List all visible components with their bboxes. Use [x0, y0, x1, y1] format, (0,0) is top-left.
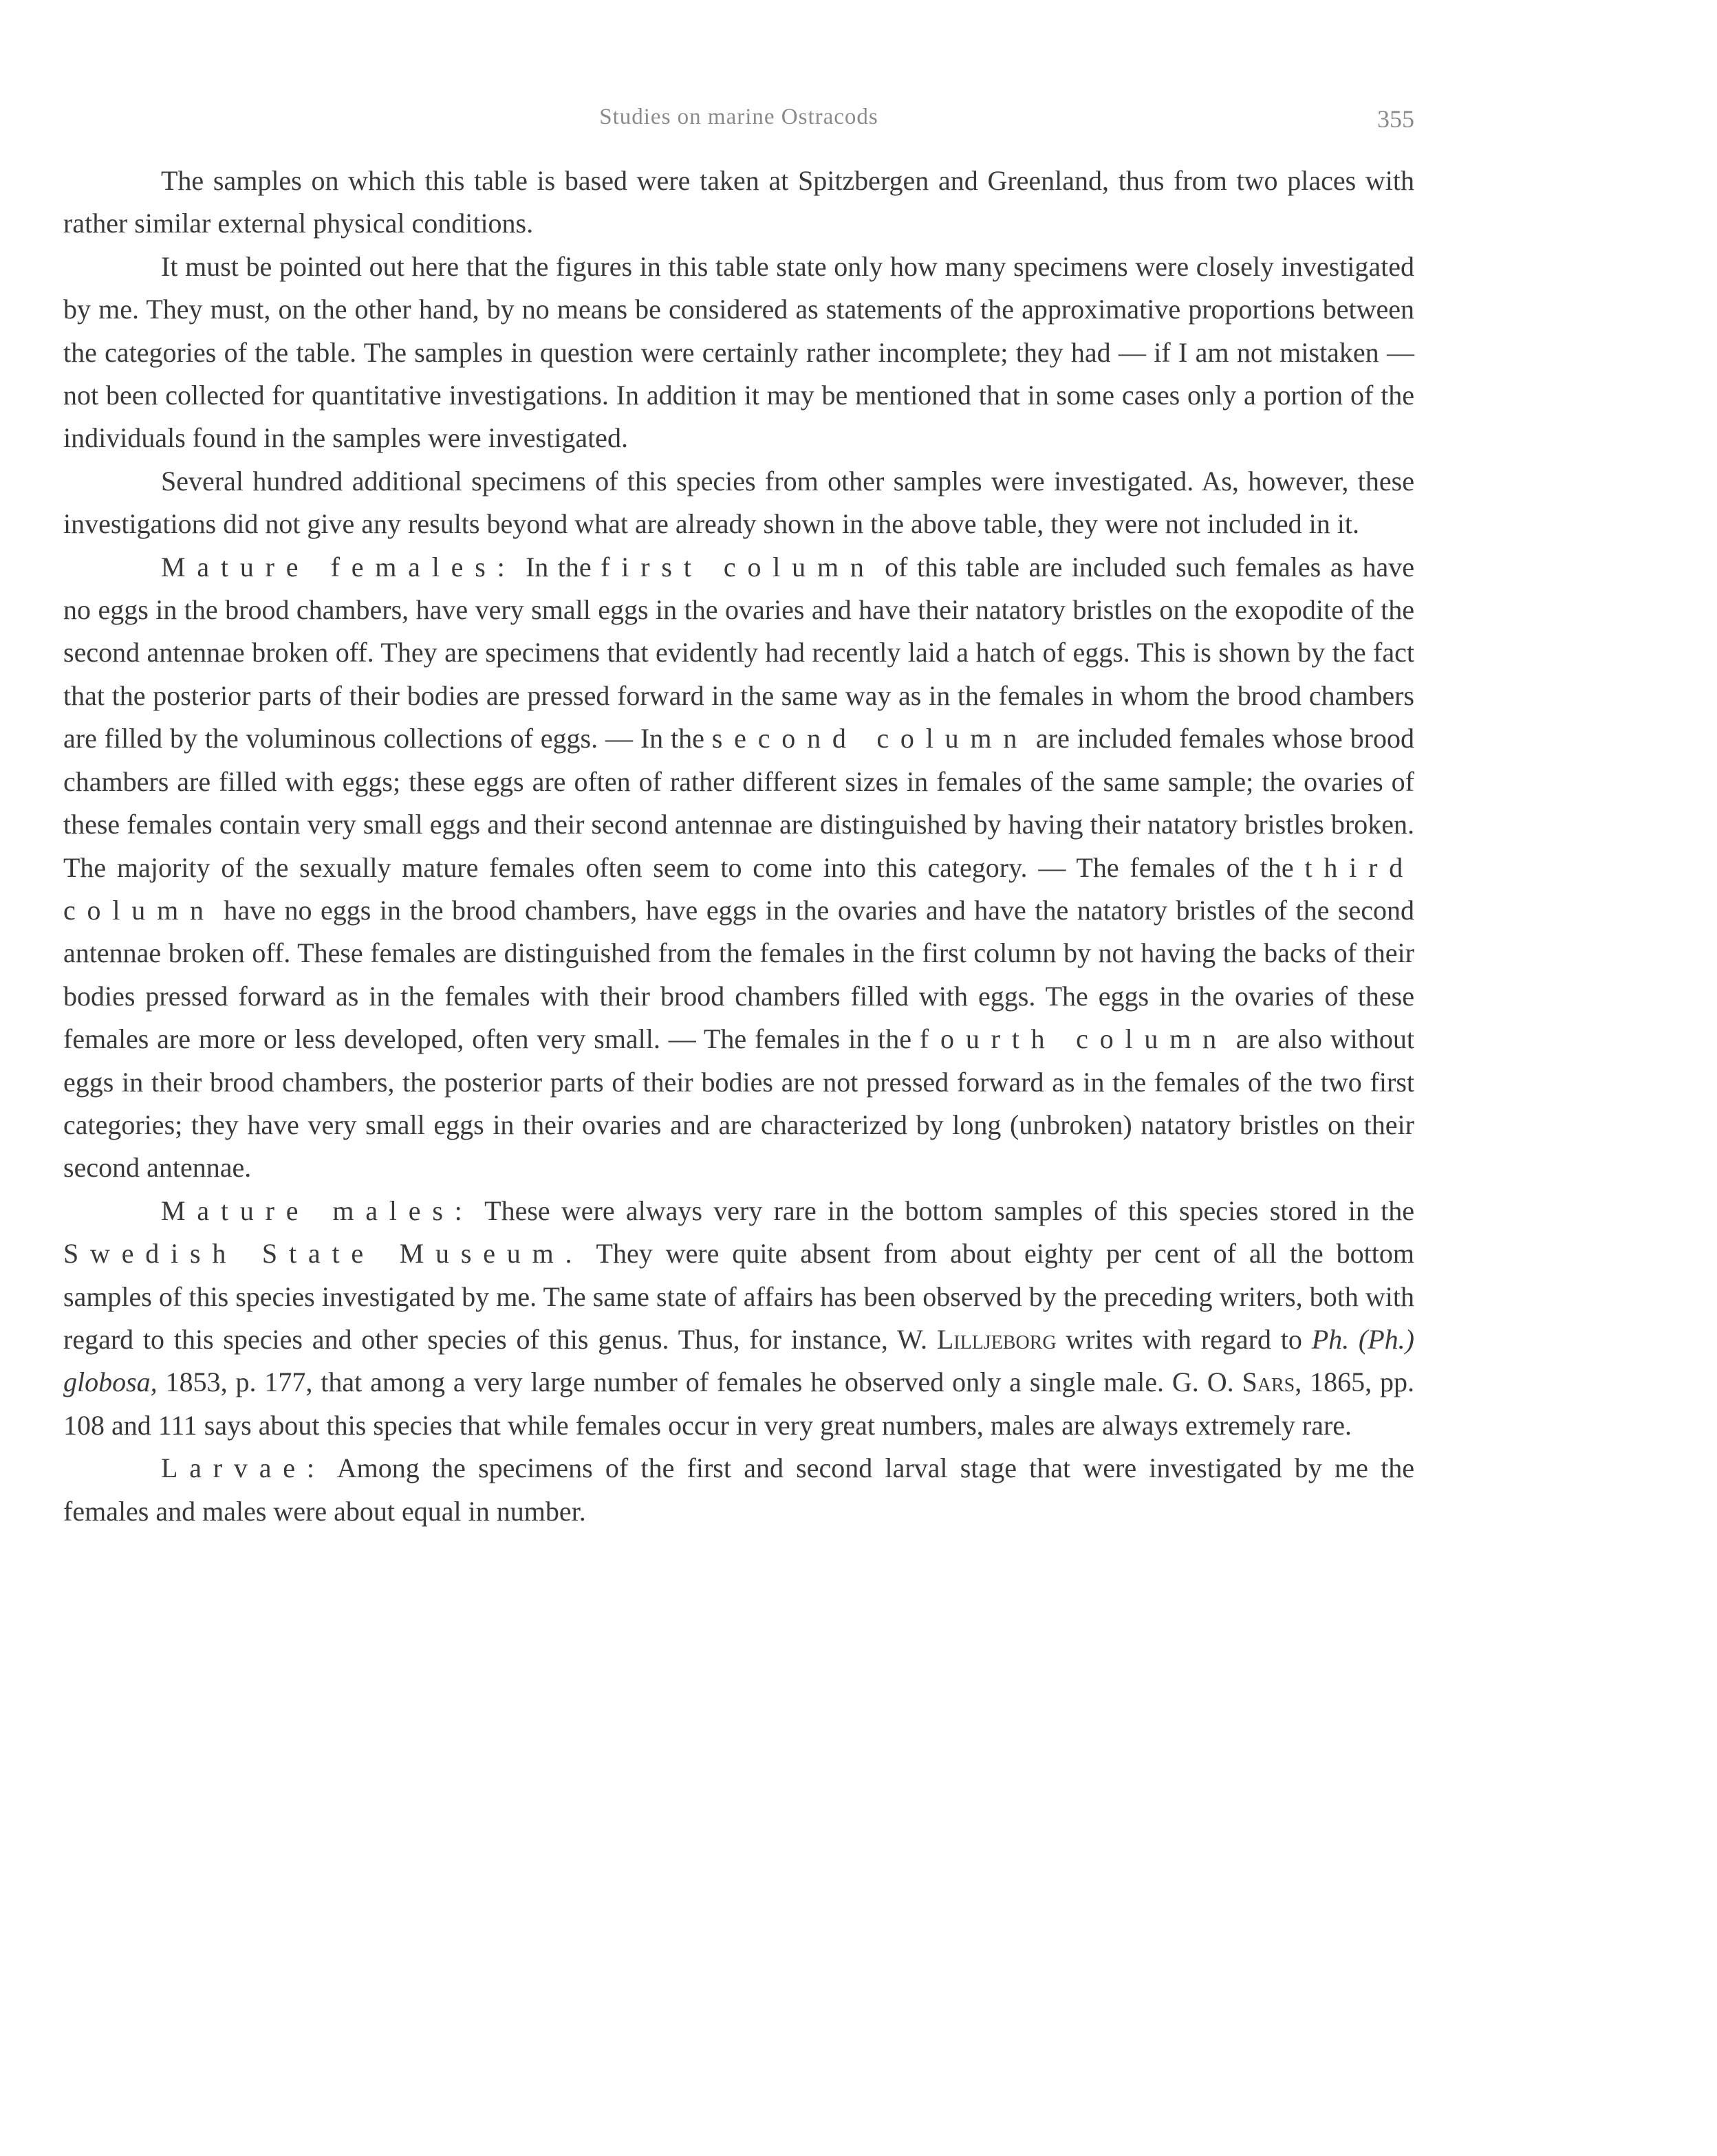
author-sars: Sars — [1242, 1366, 1295, 1398]
paragraph-mature-females — [63, 546, 1414, 1190]
body-text — [63, 160, 1414, 1533]
emphasis-first-column: first column — [601, 551, 876, 582]
emphasis-swedish-state-museum: Swedish State Museum. — [63, 1238, 584, 1270]
emphasis-fourth-column: fourth column — [919, 1023, 1228, 1055]
paragraph-mature-males — [63, 1190, 1414, 1447]
paragraph-samples-origin: The samples on which this table is based were taken at Spitzbergen and Greenland, thus from two places with rather similar external physical conditions. — [63, 165, 1414, 239]
heading-larvae: Larvae: — [161, 1452, 326, 1484]
paragraph-larvae — [63, 1447, 1414, 1533]
text-segment: Among the specimens of the first and second larval stage that were investigated by me the females and males were about equal in number. — [63, 1452, 1414, 1527]
text-segment: In the — [516, 551, 601, 582]
author-lilljeborg: Lilljeborg — [936, 1323, 1057, 1355]
text-segment: , 1865, pp. 108 and 111 says about this species that while females occur in very great numbers, males are always extremely rare. — [63, 1366, 1414, 1441]
emphasis-second-column: second column — [711, 723, 1029, 754]
heading-mature-males: Mature males: — [161, 1195, 474, 1226]
text-segment: These were always very rare in the bottom samples of this species stored in the — [473, 1195, 1414, 1226]
text-segment: have no eggs in the brood chambers, have eggs in the ovaries and have the natatory bristles of the second antennae broken off. These females are distinguished from the females in the first column by not having the backs of their bodies pressed forward as in the females with their brood chambers filled with eggs. The eggs in the ovaries of these females are more or less developed, often very small. — The females in the — [63, 894, 1414, 1055]
running-head — [63, 105, 1414, 139]
taxon-name: Ph. (Ph.) globosa, — [63, 1323, 1414, 1398]
running-title: Studies on marine Ostracods — [599, 105, 878, 129]
paragraph-additional-specimens: Several hundred additional specimens of this species from other samples were investigated. As, however, these investigations did not give any results beyond what are already shown in the above table, they were not included in it. — [63, 465, 1414, 540]
paragraph-figures-note: It must be pointed out here that the figures in this table state only how many specimens were closely investigated by me. They must, on the other hand, by no means be considered as statements of the approximative proportions between the categories of the table. The samples in question were certainly rather incomplete; they had — if I am not mistaken — not been collected for quantitative investigations. In addition it may be mentioned that in some cases only a portion of the individuals found in the samples were investigated. — [63, 250, 1414, 454]
text-segment: are included females whose brood chambers are filled with eggs; these eggs are often of rather different sizes in females of the same sample; the ovaries of these females contain very small eggs and their second antennae are distinguished by having their natatory bristles broken. The majority of the sexually mature females often seem to come into this category. — The females of the — [63, 723, 1414, 883]
text-segment: 1853, p. 177, that among a very large number of females he observed only a single male. G. O. — [157, 1366, 1242, 1398]
emphasis-third-column: third column — [63, 851, 1414, 926]
heading-mature-females: Mature females: — [161, 551, 517, 582]
text-segment: of this table are included such females as have no eggs in the brood chambers, have very small eggs in the ovaries and have their natatory bristles on the exopodite of the second antennae broken off. They are specimens that evidently had recently laid a hatch of eggs. This is shown by the fact that the posterior parts of their bodies are pressed forward in the same way as in the females in whom the brood chambers are filled by the voluminous collections of eggs. — In the — [63, 551, 1415, 754]
text-segment: They were quite absent from about eighty per cent of all the bottom samples of this species investigated by me. The same state of affairs has been observed by the preceding writers, both with regard to this species and other species of this genus. Thus, for instance, W. — [63, 1238, 1414, 1355]
text-segment: are also without eggs in their brood chambers, the posterior parts of their bodies are not pressed forward as in the females of the two first categories; they have very small eggs in their ovaries and are characterized by long (unbroken) natatory bristles on their second antennae. — [63, 1023, 1414, 1184]
text-segment: writes with regard to — [1056, 1323, 1312, 1355]
page-number: 355 — [1377, 105, 1414, 133]
